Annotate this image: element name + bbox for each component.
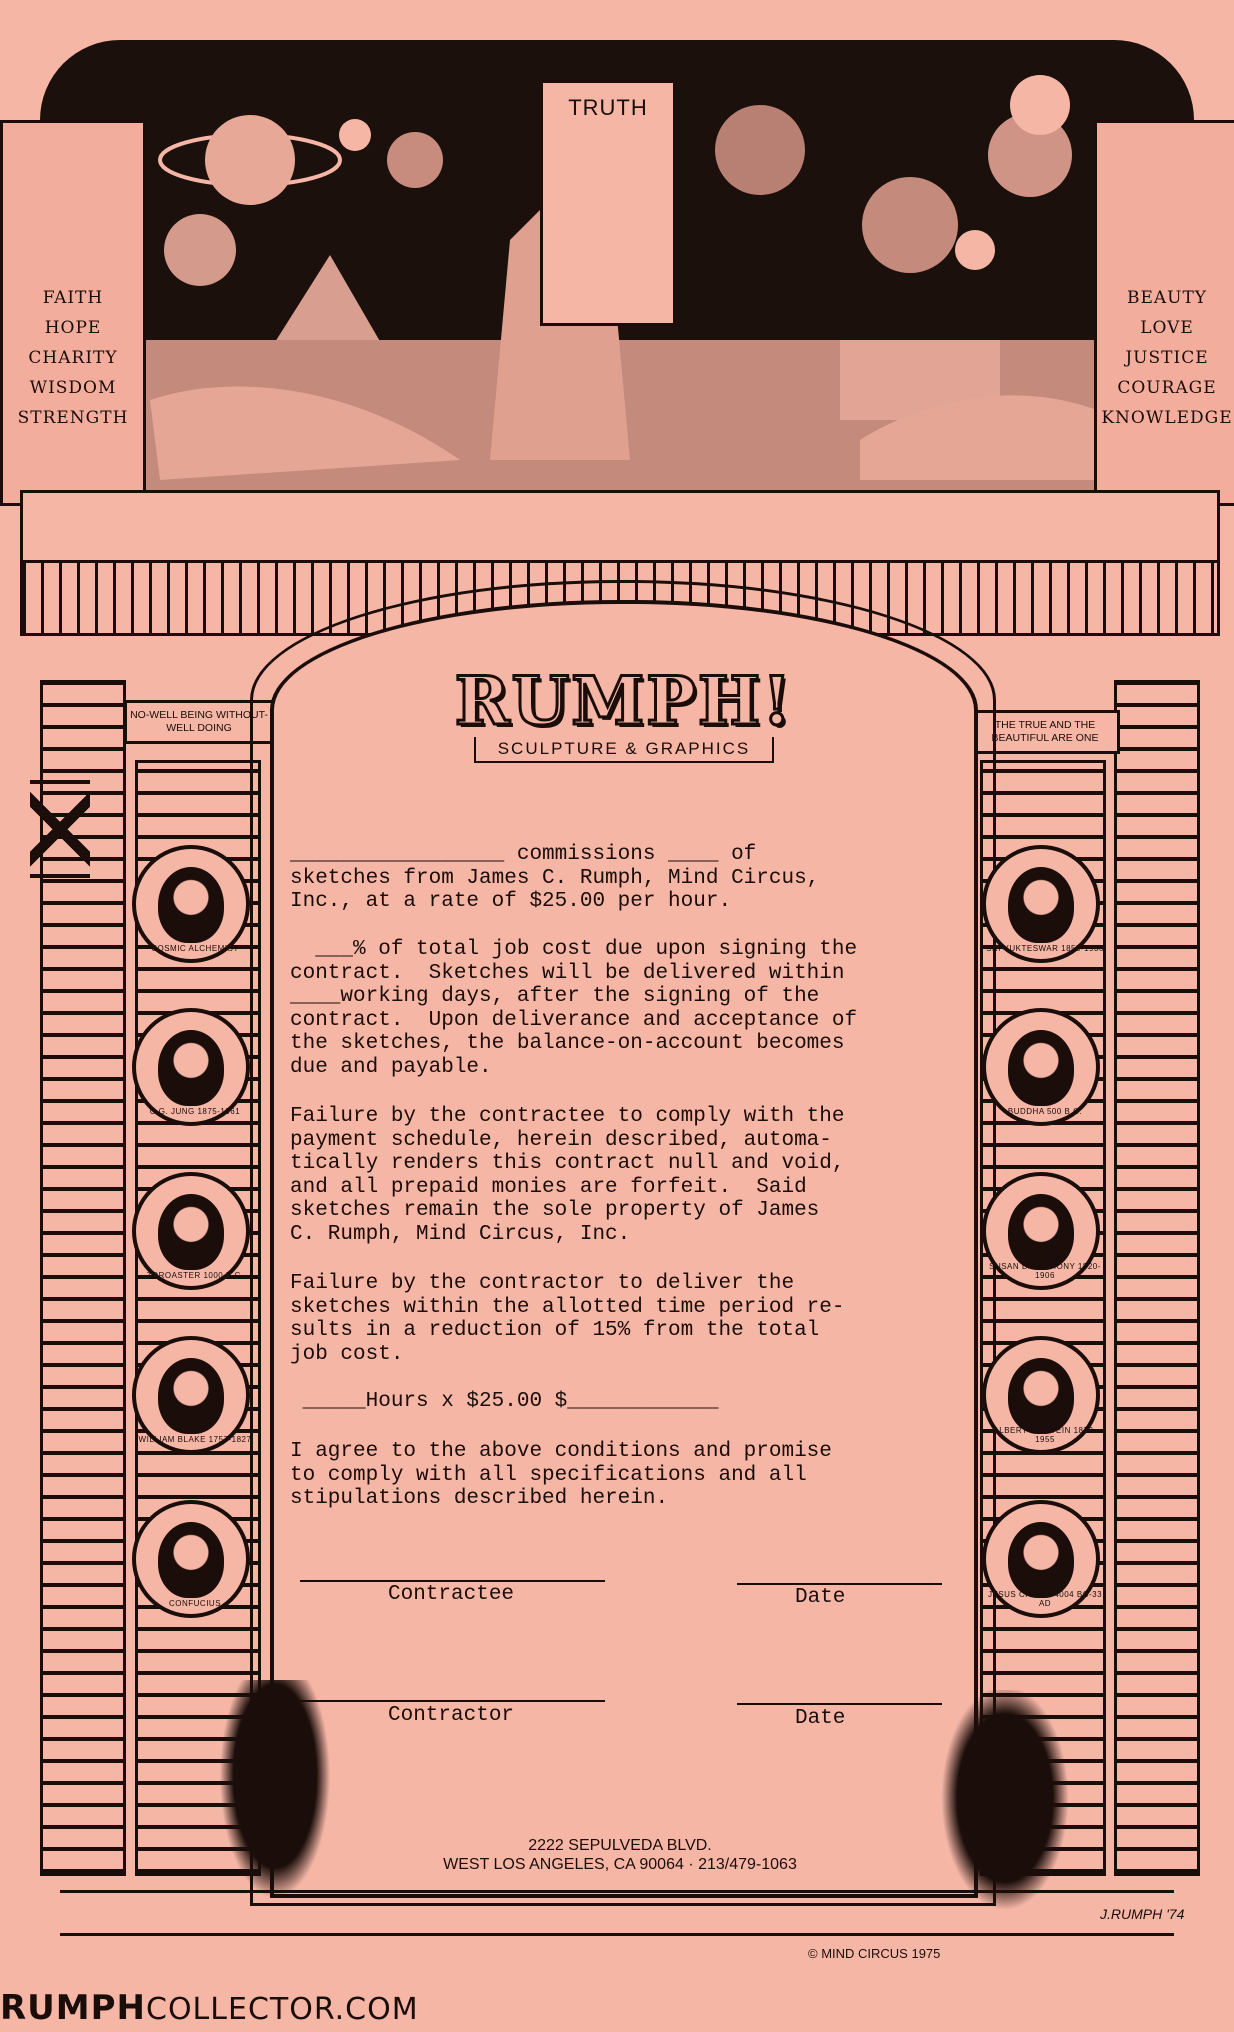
virtue-justice: JUSTICE: [1125, 348, 1209, 368]
right-outer-column: [1114, 680, 1200, 1876]
portrait-icon: [158, 1522, 224, 1598]
medallion-einstein: ALBERT EINSTEIN 1879-1955: [982, 1336, 1100, 1454]
medallion-yukteswar: SRI YUKTESWAR 1855-1936: [982, 845, 1100, 963]
medallion-confucius: CONFUCIUS: [132, 1500, 250, 1618]
virtue-love: LOVE: [1140, 318, 1194, 338]
virtue-wisdom: WISDOM: [29, 378, 117, 398]
date-label-1: Date: [795, 1586, 846, 1609]
medallion-zoroaster: ZOROASTER 1000 B.C.: [132, 1172, 250, 1290]
griffin-illustration: [210, 1680, 340, 1920]
portrait-icon: [158, 1358, 224, 1434]
logo-subtitle: SCULPTURE & GRAPHICS: [474, 737, 774, 763]
medallion-jesus: JESUS CHRIST 4004 BC-33 AD: [982, 1500, 1100, 1618]
date-line-2[interactable]: [737, 1703, 942, 1705]
virtue-beauty: BEAUTY: [1126, 288, 1208, 308]
rumph-logo: [454, 662, 794, 763]
left-motto-plaque: NO-WELL BEING WITHOUT-WELL DOING: [124, 700, 274, 744]
date-line-1[interactable]: [737, 1583, 942, 1585]
medallion-buddha: BUDDHA 500 B.C.: [982, 1008, 1100, 1126]
watermark-site: COLLECTOR.COM: [146, 1992, 419, 2027]
virtue-courage: COURAGE: [1117, 378, 1217, 398]
portrait-icon: [1008, 867, 1074, 943]
base-plinth: [60, 1890, 1174, 1936]
portrait-icon: [1008, 1522, 1074, 1598]
contract-paragraph-4: Failure by the contractor to deliver the sketches within the allotted time period re- sults in a reduction of 15% from the total job cost.: [290, 1272, 845, 1366]
virtue-knowledge: KNOWLEDGE: [1101, 408, 1233, 428]
right-motto-plaque: THE TRUE AND THE BEAUTIFUL ARE ONE: [970, 710, 1120, 754]
address-block: [370, 1836, 870, 1874]
portrait-icon: [158, 867, 224, 943]
portrait-icon: [1008, 1030, 1074, 1106]
virtue-strength: STRENGTH: [17, 408, 129, 428]
rumph-collector-watermark: [0, 1988, 419, 2028]
right-virtues: [1097, 283, 1234, 433]
portrait-icon: [158, 1030, 224, 1106]
agreement-paragraph: I agree to the above conditions and promise to comply with all specifications and all stipulations described herein.: [290, 1440, 832, 1510]
contractee-signature-line[interactable]: [300, 1580, 605, 1582]
left-pillar: [0, 120, 146, 506]
hourglass-icon: [30, 780, 90, 878]
virtue-faith: FAITH: [42, 288, 104, 308]
left-virtues: [3, 283, 143, 433]
portrait-icon: [1008, 1358, 1074, 1434]
truth-monolith: [540, 80, 676, 326]
address-line-1: 2222 SEPULVEDA BLVD.: [528, 1837, 712, 1854]
address-line-2: WEST LOS ANGELES, CA 90064 · 213/479-1063: [443, 1856, 797, 1873]
virtue-hope: HOPE: [44, 318, 102, 338]
contract-paragraph-3: Failure by the contractee to comply with the payment schedule, herein described, automa- tically renders this contract null and void, and all prepaid monies are forfeit. Said sketches remain the sole property of James C. Rumph, Mind Circus, Inc.: [290, 1105, 845, 1246]
virtue-charity: CHARITY: [28, 348, 118, 368]
medallion-anthony: SUSAN B. ANTHONY 1820-1906: [982, 1172, 1100, 1290]
medallion-blake: WILLIAM BLAKE 1757-1827: [132, 1336, 250, 1454]
contractor-signature-line[interactable]: [300, 1700, 605, 1702]
portrait-icon: [1008, 1194, 1074, 1270]
hours-line[interactable]: _____Hours x $25.00 $____________: [290, 1390, 719, 1413]
cornice-band: [20, 490, 1220, 566]
contract-paragraph-1: _________________ commissions ____ of sketches from James C. Rumph, Mind Circus, Inc., at a rate of $25.00 per hour.: [290, 843, 820, 913]
artist-signature: J.RUMPH '74: [1100, 1906, 1185, 1922]
logo-wordmark: RUMPH!: [454, 662, 794, 740]
copyright-notice: © MIND CIRCUS 1975: [808, 1946, 941, 1961]
medallion-cosmic-alchemist: COSMIC ALCHEMIST: [132, 845, 250, 963]
contractor-label: Contractor: [388, 1704, 515, 1727]
date-label-2: Date: [795, 1707, 846, 1730]
medallion-jung: C.G. JUNG 1875-1961: [132, 1008, 250, 1126]
portrait-icon: [158, 1194, 224, 1270]
contract-paragraph-2: ___% of total job cost due upon signing the contract. Sketches will be delivered within ____working days, after the signing of the contract. Upon deliverance and acceptance of the sketches, the balance-on-account becomes due and payable.: [290, 938, 858, 1079]
right-pillar: [1094, 120, 1234, 506]
truth-label: TRUTH: [568, 95, 648, 120]
watermark-brand: RUMPH: [0, 1988, 146, 2028]
contractee-label: Contractee: [388, 1583, 515, 1606]
